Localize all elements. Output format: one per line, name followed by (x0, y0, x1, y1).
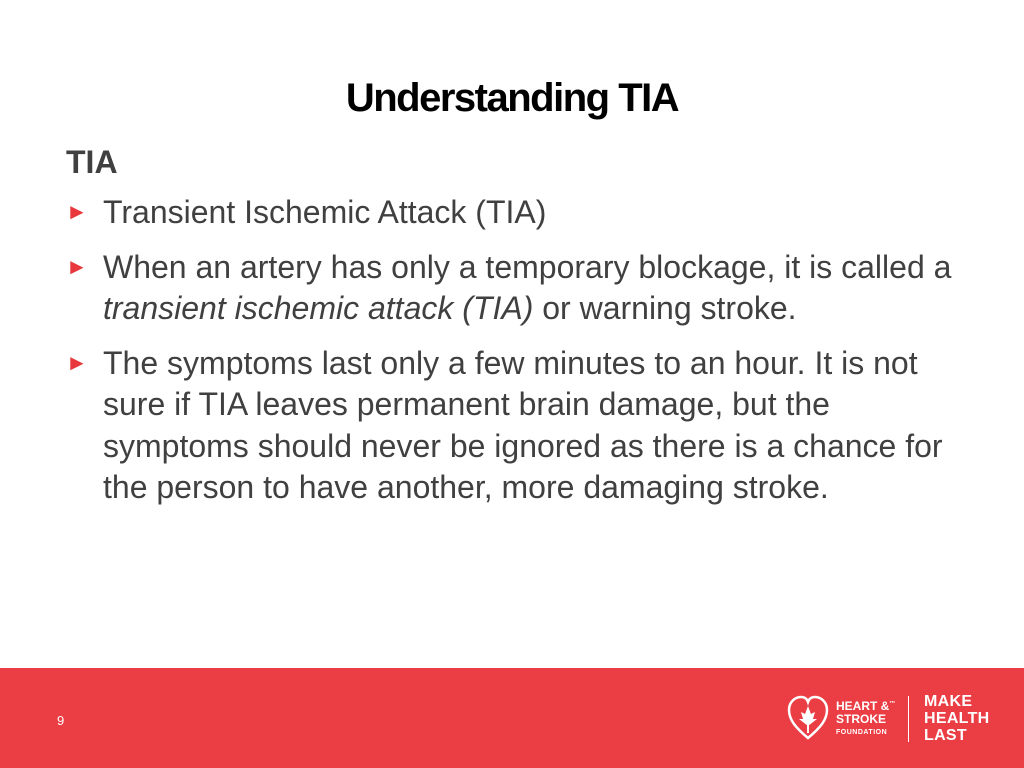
bullet-arrow-icon: ► (66, 253, 88, 279)
heart-and-stroke-logo (786, 690, 1006, 748)
slide-title: Understanding TIA (345, 76, 679, 120)
slide-content (66, 140, 966, 522)
bullet-text: The symptoms last only a few minutes to an hour. It is not sure if TIA leaves permanent brain damage, but the symptoms should never be ignored as there is a chance for the person to have another, more damaging stroke. (103, 344, 943, 505)
bullet-list (66, 192, 966, 509)
slogan-last: LAST (924, 727, 967, 744)
logo-line-stroke: STROKE (836, 712, 887, 726)
logo-line-heart: HEART & (836, 699, 890, 713)
bullet-item (66, 192, 966, 234)
page-number: 9 (57, 713, 65, 728)
logo-trademark: ™ (889, 701, 896, 707)
slogan-make: MAKE (924, 693, 973, 710)
bullet-item (66, 343, 966, 509)
bullet-text: Transient Ischemic Attack (TIA) (103, 194, 547, 230)
footer-bar (0, 668, 1024, 768)
bullet-arrow-icon: ► (66, 199, 88, 224)
logo-foundation-text (836, 698, 895, 739)
section-heading: TIA (66, 144, 118, 180)
logo-slogan (924, 693, 990, 744)
logo-divider (908, 696, 909, 742)
heart-torch-icon (786, 692, 830, 744)
bullet-item (66, 247, 966, 330)
bullet-arrow-icon: ► (66, 349, 88, 375)
bullet-text: When an artery has only a temporary blockage, it is called a (103, 248, 952, 285)
slogan-health: HEALTH (924, 710, 990, 727)
bullet-italic-term: transient ischemic attack (TIA) (103, 290, 534, 326)
logo-line-foundation: FOUNDATION (836, 729, 888, 736)
bullet-text-continued: or warning stroke. (533, 290, 797, 326)
